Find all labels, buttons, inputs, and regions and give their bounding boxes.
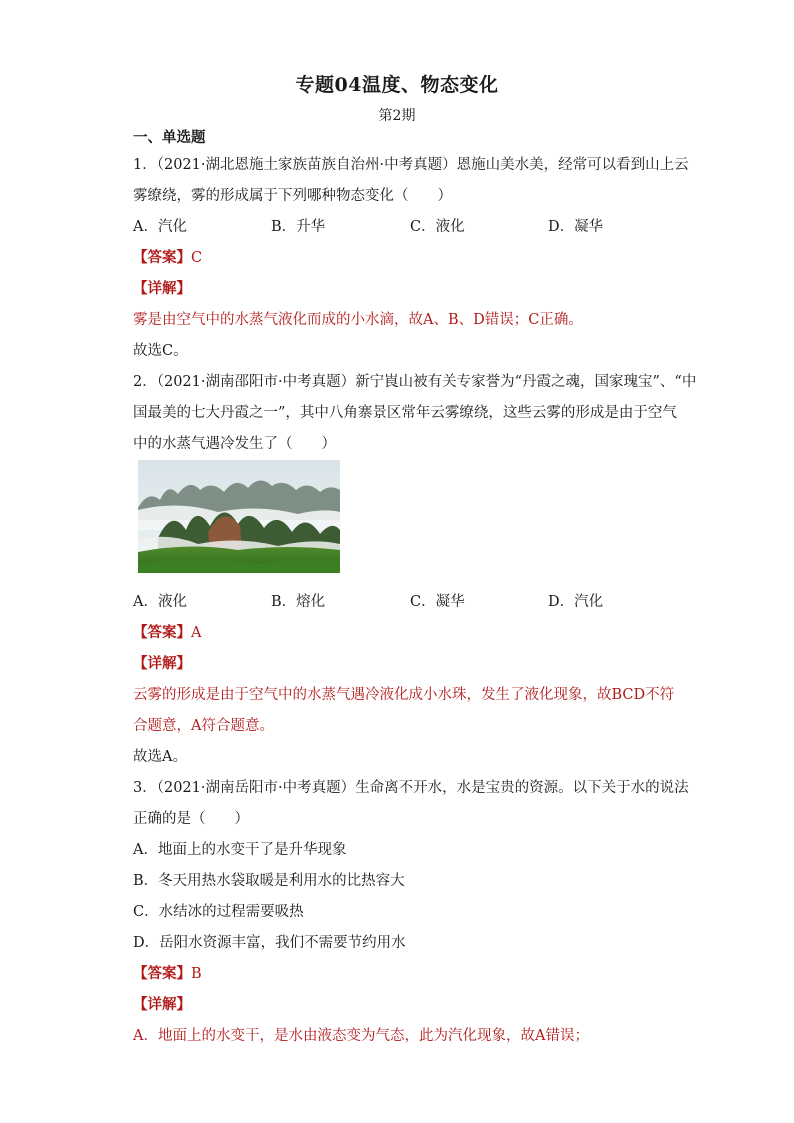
q3-stem-line-2: 正确的是（ ）	[133, 811, 249, 827]
q3-detail-line-1: A．地面上的水变干，是水由液态变为气态，此为汽化现象，故A错误；	[133, 1028, 589, 1044]
q3-stem-line-1: 3．（2021·湖南岳阳市·中考真题）生命离不开水，水是宝贵的资源。以下关于水的说法	[133, 780, 689, 796]
q2-stem-line-2: 国最美的七大丹霞之一”，其中八角寨景区常年云雾缭绕，这些云雾的形成是由于空气	[133, 405, 677, 421]
q1-option-c: C．液化	[410, 219, 465, 235]
q1-answer-label: 【答案】	[133, 249, 191, 266]
q1-option-b: B．升华	[271, 219, 326, 235]
q1-answer	[133, 246, 202, 267]
q2-stem-line-3: 中的水蒸气遇冷发生了（ ）	[133, 436, 336, 452]
q3-detail-label: 【详解】	[133, 996, 191, 1013]
q2-detail-line-2: 合题意，A符合题意。	[133, 718, 274, 734]
q2-stem-line-1: 2．（2021·湖南邵阳市·中考真题）新宁崀山被有关专家誉为“丹霞之魂，国家瑰宝”、“中	[133, 374, 697, 390]
misty-mountain-photo	[138, 460, 340, 573]
q1-option-a: A．汽化	[133, 219, 187, 235]
page-title: 专题04温度、物态变化	[295, 74, 499, 96]
q1-stem-line-2: 雾缭绕，雾的形成属于下列哪种物态变化（ ）	[133, 188, 452, 204]
q3-answer	[133, 962, 202, 983]
q2-detail-line-1: 云雾的形成是由于空气中的水蒸气遇冷液化成小水珠，发生了液化现象，故BCD不符	[133, 687, 675, 703]
q2-detail-label: 【详解】	[133, 655, 191, 672]
section-heading: 一、单选题	[133, 129, 206, 146]
q1-detail-text: 雾是由空气中的水蒸气液化而成的小水滴，故A、B、D错误；C正确。	[133, 312, 583, 328]
q3-answer-label: 【答案】	[133, 965, 191, 982]
q2-option-b: B．熔化	[271, 594, 326, 610]
q2-answer-label: 【答案】	[133, 624, 191, 641]
q3-option-d: D．岳阳水资源丰富，我们不需要节约用水	[133, 935, 406, 951]
q2-option-d: D．汽化	[548, 594, 604, 610]
q1-detail-label: 【详解】	[133, 280, 191, 297]
q3-answer-value: B	[191, 966, 202, 982]
q1-conclusion: 故选C。	[133, 343, 188, 359]
q3-option-a: A．地面上的水变干了是升华现象	[133, 842, 347, 858]
q2-answer	[133, 621, 201, 642]
page-subtitle: 第2期	[378, 108, 416, 124]
q1-answer-value: C	[191, 250, 203, 266]
q2-conclusion: 故选A。	[133, 749, 187, 765]
q1-stem-line-1: 1．（2021·湖北恩施土家族苗族自治州·中考真题）恩施山美水美，经常可以看到山上云	[133, 157, 689, 173]
q2-answer-value: A	[191, 625, 202, 641]
q2-option-c: C．凝华	[410, 594, 465, 610]
q2-option-a: A．液化	[133, 594, 187, 610]
q3-option-c: C．水结冰的过程需要吸热	[133, 904, 304, 920]
q1-option-d: D．凝华	[548, 219, 604, 235]
q3-option-b: B．冬天用热水袋取暖是利用水的比热容大	[133, 873, 405, 889]
